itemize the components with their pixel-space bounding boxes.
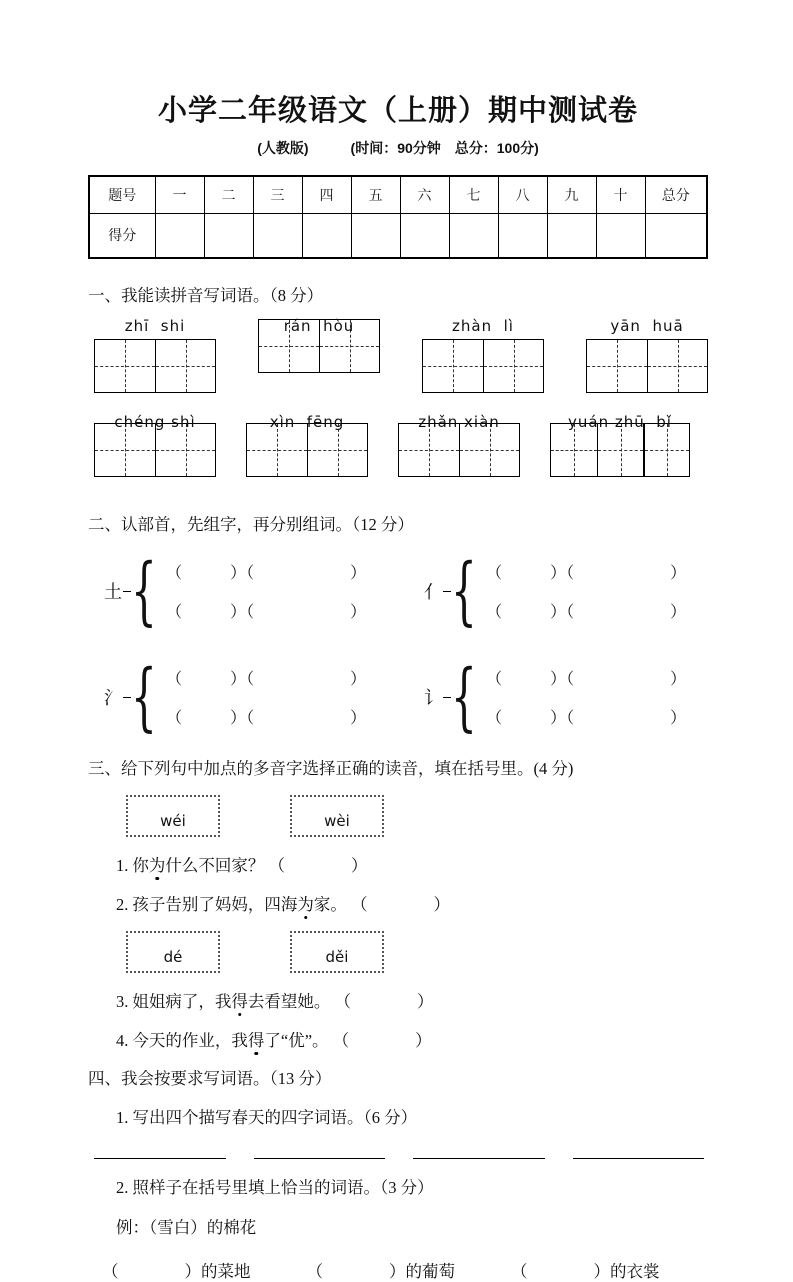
polyphone-char: 得 <box>231 992 248 1011</box>
pinyin-option-box: dé <box>126 931 220 973</box>
score-cell[interactable] <box>400 213 449 258</box>
radical-group <box>96 549 396 633</box>
fill-item[interactable]: （ ）的菜地 <box>102 1262 251 1281</box>
score-cell[interactable] <box>351 213 400 258</box>
radical-label: 讠 <box>424 688 442 708</box>
score-cell[interactable] <box>204 213 253 258</box>
score-table <box>88 175 708 259</box>
grid-cell[interactable] <box>587 340 647 392</box>
section4-item-1: 1. 写出四个描写春天的四字词语。（6 分） <box>116 1108 418 1127</box>
radical-group <box>416 549 716 633</box>
answer-paren-line[interactable]: （ ）（ ） <box>486 565 687 582</box>
section1-heading: 一、我能读拼音写词语。（8 分） <box>88 286 324 305</box>
score-cell[interactable] <box>302 213 351 258</box>
brace-icon: { <box>131 548 157 634</box>
radical-group <box>96 655 396 739</box>
section3-heading: 三、给下列句中加点的多音字选择正确的读音，填在括号里。(4 分) <box>88 759 574 778</box>
pinyin-word-block <box>586 317 708 393</box>
polyphone-char: 为 <box>148 856 166 875</box>
connector-line <box>123 591 131 592</box>
pinyin-label: chéng shì <box>114 413 196 431</box>
section4-heading: 四、我会按要求写词语。（13 分） <box>88 1069 332 1088</box>
score-table-header-row <box>89 176 707 213</box>
connector-line <box>443 697 451 698</box>
answer-paren-line[interactable]: （ ）（ ） <box>486 710 687 727</box>
answer-blank-line[interactable] <box>413 1158 545 1159</box>
column-header: 三 <box>253 176 302 213</box>
sentence-2: 2. 孩子告别了妈妈，四海为家。 （ ） <box>116 895 450 914</box>
brace-icon: { <box>131 654 157 740</box>
pinyin-label: rán hòu <box>283 317 355 335</box>
score-cell[interactable] <box>547 213 596 258</box>
column-header: 十 <box>596 176 645 213</box>
answer-blank-row <box>94 1158 704 1159</box>
sentence-3: 3. 姐姐病了，我得去看望她。 （ ） <box>116 992 434 1011</box>
score-cell[interactable] <box>449 213 498 258</box>
pinyin-word-block <box>422 317 544 393</box>
column-header: 二 <box>204 176 253 213</box>
score-cell[interactable] <box>498 213 547 258</box>
score-cell[interactable] <box>645 213 707 258</box>
sentence-number: 2. <box>116 895 129 914</box>
pinyin-word-block <box>258 317 380 393</box>
answer-paren-line[interactable]: （ ）（ ） <box>166 604 367 621</box>
grid-cell[interactable] <box>647 340 707 392</box>
question-number-label: 题号 <box>89 176 155 213</box>
answer-paren-line[interactable]: （ ）（ ） <box>486 671 687 688</box>
column-header: 九 <box>547 176 596 213</box>
pinyin-word-block <box>550 413 690 477</box>
answer-paren-line[interactable]: （ ）（ ） <box>486 604 687 621</box>
answer-paren-line[interactable]: （ ）（ ） <box>166 671 367 688</box>
page-title: 小学二年级语文（上册）期中测试卷 <box>157 95 638 127</box>
sentence-number: 4. <box>116 1031 129 1050</box>
pinyin-label: yān huā <box>610 317 684 335</box>
grid-cell[interactable] <box>155 340 215 392</box>
section2-heading: 二、认部首，先组字，再分别组词。（12 分） <box>88 515 414 534</box>
sentence-number: 3. <box>116 992 129 1011</box>
column-header: 七 <box>449 176 498 213</box>
column-header: 六 <box>400 176 449 213</box>
grid-cell[interactable] <box>423 340 483 392</box>
brace-icon: { <box>451 654 477 740</box>
column-header: 八 <box>498 176 547 213</box>
example-line: 例：（雪白）的棉花 <box>116 1218 257 1237</box>
sentence-1: 1. 你为什么不回家？ （ ） <box>116 856 368 875</box>
pinyin-option-row-1 <box>126 795 708 837</box>
fill-item[interactable]: （ ）的葡萄 <box>306 1262 455 1281</box>
column-header: 五 <box>351 176 400 213</box>
radical-group <box>416 655 716 739</box>
column-header: 一 <box>155 176 204 213</box>
pinyin-option-box: wèi <box>290 795 384 837</box>
writing-grid <box>422 339 544 393</box>
answer-paren-line[interactable]: （ ）（ ） <box>166 565 367 582</box>
column-header: 四 <box>302 176 351 213</box>
score-table-score-row <box>89 213 707 258</box>
exam-info-label: (时间：90分钟 总分：100分) <box>350 140 539 156</box>
pinyin-label: xìn fēng <box>269 413 345 431</box>
connector-line <box>123 697 131 698</box>
pinyin-word-block <box>94 413 216 477</box>
radical-label: 土 <box>104 582 122 602</box>
pinyin-option-row-2 <box>126 931 708 973</box>
pinyin-label: zhàn lì <box>452 317 514 335</box>
score-cell[interactable] <box>596 213 645 258</box>
pinyin-label: zhǎn xiàn <box>418 413 500 431</box>
polyphone-char: 为 <box>297 895 314 914</box>
radical-groups <box>88 549 708 739</box>
connector-line <box>443 591 451 592</box>
brace-icon: { <box>451 548 477 634</box>
column-header: 总分 <box>645 176 707 213</box>
section4-item-2: 2. 照样子在括号里填上恰当的词语。（3 分） <box>116 1178 434 1197</box>
score-label: 得分 <box>89 213 155 258</box>
pinyin-word-block <box>94 317 216 393</box>
sentence-4: 4. 今天的作业，我得了“优”。 （ ） <box>116 1031 432 1050</box>
edition-label: (人教版) <box>257 140 309 156</box>
score-cell[interactable] <box>253 213 302 258</box>
fill-item[interactable]: （ ）的衣裳 <box>511 1262 660 1281</box>
writing-grid <box>94 339 216 393</box>
answer-blank-line[interactable] <box>573 1158 705 1159</box>
fill-in-row <box>102 1258 708 1282</box>
pinyin-grid-row-1 <box>94 317 708 393</box>
sentence-number: 1. <box>116 856 129 875</box>
pinyin-option-box: děi <box>290 931 384 973</box>
pinyin-option-box: wéi <box>126 795 220 837</box>
radical-label: 氵 <box>104 688 122 708</box>
pinyin-label: yuán zhū bǐ <box>568 413 672 431</box>
answer-paren-line[interactable]: （ ）（ ） <box>166 710 367 727</box>
pinyin-word-block <box>246 413 368 477</box>
radical-label: 亻 <box>424 582 442 602</box>
subtitle <box>88 138 708 158</box>
answer-blank-line[interactable] <box>254 1158 386 1159</box>
answer-blank-line[interactable] <box>94 1158 226 1159</box>
score-cell[interactable] <box>155 213 204 258</box>
polyphone-char: 得 <box>247 1031 265 1050</box>
grid-cell[interactable] <box>483 340 543 392</box>
pinyin-label: zhī shi <box>124 317 186 335</box>
grid-cell[interactable] <box>95 340 155 392</box>
writing-grid <box>586 339 708 393</box>
pinyin-grid-row-2 <box>94 413 708 477</box>
pinyin-word-block <box>398 413 520 477</box>
